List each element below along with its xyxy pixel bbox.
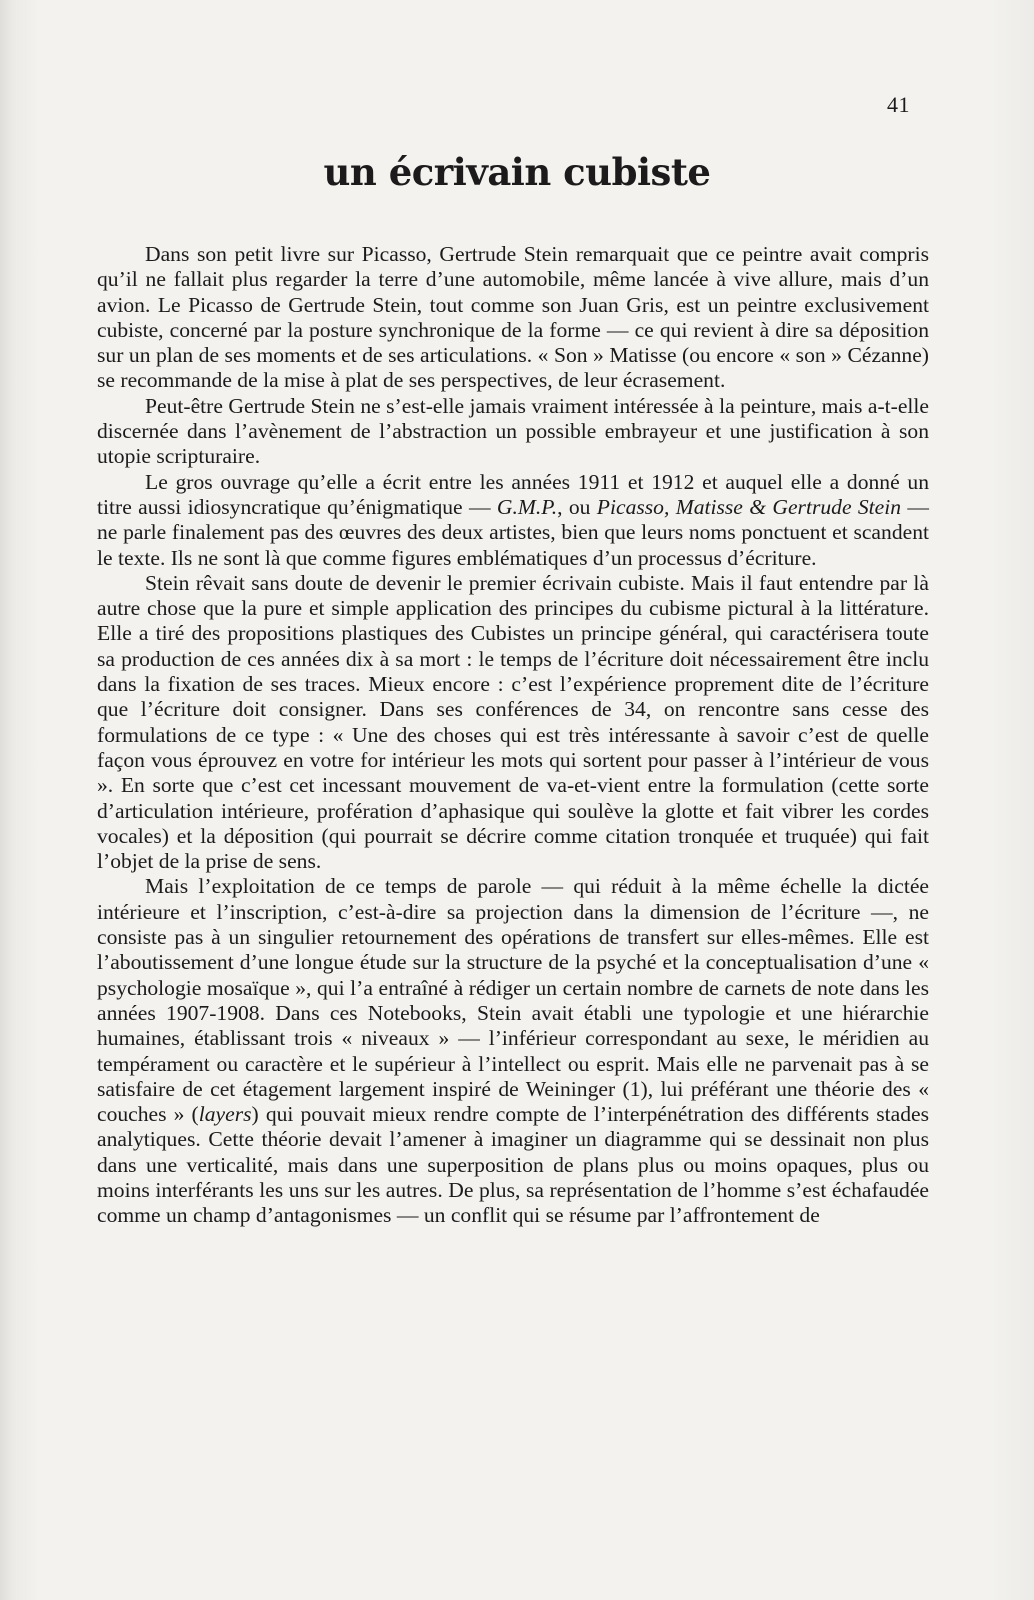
paragraph — [97, 242, 929, 394]
paragraph — [97, 470, 929, 571]
text-segment: ) qui pouvait mieux rendre compte de l’interpénétration des différents stades analytiques. Cette théorie devait l’amener à imaginer un diagramme qui se dessinait non plus dans une verticalité, mais dans une superposition de plans plus ou moins opaques, plus ou moins interférants les uns sur les autres. De plus, sa représentation de l’homme s’est échafaudée comme un champ d’antagonismes — un conflit qui se résume par l’affrontement de — [97, 1102, 929, 1228]
page-number: 41 — [887, 92, 910, 117]
italic-text: G.M.P. — [496, 494, 558, 519]
paragraph — [97, 571, 929, 875]
italic-text: layers — [198, 1102, 252, 1127]
text-segment: , ou — [557, 494, 597, 519]
text-segment: Dans son petit livre sur Picasso, Gertrude Stein remarquait que ce peintre avait compris qu’il ne fallait plus regarder la terre d’une automobile, même lancée à vive allure, mais d’un avion. Le Picasso de Gertrude Stein, tout comme son Juan Gris, est un peintre exclusivement cubiste, concerné par la posture synchronique de la forme — ce qui revient à dire sa déposition sur un plan de ses moments et de ses articulations. « Son » Matisse (ou encore « son » Cézanne) se recommande de la mise à plat de ses perspectives, de leur écrasement. — [97, 242, 929, 393]
italic-text: Picasso, Matisse & Gertrude Stein — [596, 494, 902, 519]
chapter-title: un écrivain cubiste — [323, 150, 711, 194]
text-segment: — ne parle finalement pas des œuvres des deux artistes, bien que leurs noms ponctuent et scandent le texte. Ils ne sont là que comme figures emblématiques d’un processus d’écriture. — [97, 494, 929, 570]
paragraph — [97, 394, 929, 470]
text-segment: Stein rêvait sans doute de devenir le premier écrivain cubiste. Mais il faut entendre par là autre chose que la pure et simple application des principes du cubisme pictural à la littérature. Elle a tiré des propositions plastiques des Cubistes un principe général, qui caractérisera toute sa production de ces années dix à sa mort : le temps de l’écriture doit nécessairement être inclu dans la fixation de ses traces. Mieux encore : c’est l’expérience proprement dite de l’écriture que l’écriture doit consigner. Dans ses conférences de 34, on rencontre sans cesse des formulations de ce type : « Une des choses qui est très intéressante à savoir c’est de quelle façon vous éprouvez en votre for intérieur les mots qui sortent pour passer à l’intérieur de vous ». En sorte que c’est cet incessant mouvement de va-et-vient entre la formulation (cette sorte d’articulation intérieure, profération d’aphasique qui soulève la glotte et fait vibrer les cordes vocales) et la déposition (qui pourrait se décrire comme citation tronquée et truquée) qui fait l’objet de la prise de sens. — [97, 570, 929, 874]
text-segment: Peut-être Gertrude Stein ne s’est-elle jamais vraiment intéressée à la peinture, mais a-t-elle discernée dans l’avènement de l’abstraction un possible embrayeur et une justification à son utopie scripturaire. — [97, 393, 929, 469]
text-segment: Le gros ouvrage qu’elle a écrit entre les années 1911 et 1912 et auquel elle a donné un titre aussi idiosyncratique qu’énigmatique — — [97, 469, 929, 519]
text-segment: Mais l’exploitation de ce temps de parole — qui réduit à la même échelle la dictée intérieure et l’inscription, c’est-à-dire sa projection dans la dimension de l’écriture —, ne consiste pas à un singulier retournement des opérations de transfert sur elles-mêmes. Elle est l’aboutissement d’une longue étude sur la structure de la psyché et la conceptualisation d’une « psychologie mosaïque », qui l’a entraîné à rédiger un certain nombre de carnets de note dans les années 1907-1908. Dans ces Notebooks, Stein avait établi une typologie et une hiérarchie humaines, établissant trois « niveaux » — l’inférieur correspondant au sexe, le méridien au tempérament ou caractère et le supérieur à l’intellect ou esprit. Mais elle ne parvenait pas à se satisfaire de cet étagement largement inspiré de Weininger (1), lui préférant une théorie des « couches » ( — [97, 874, 929, 1127]
paragraph — [97, 874, 929, 1228]
body-text — [97, 242, 929, 1229]
